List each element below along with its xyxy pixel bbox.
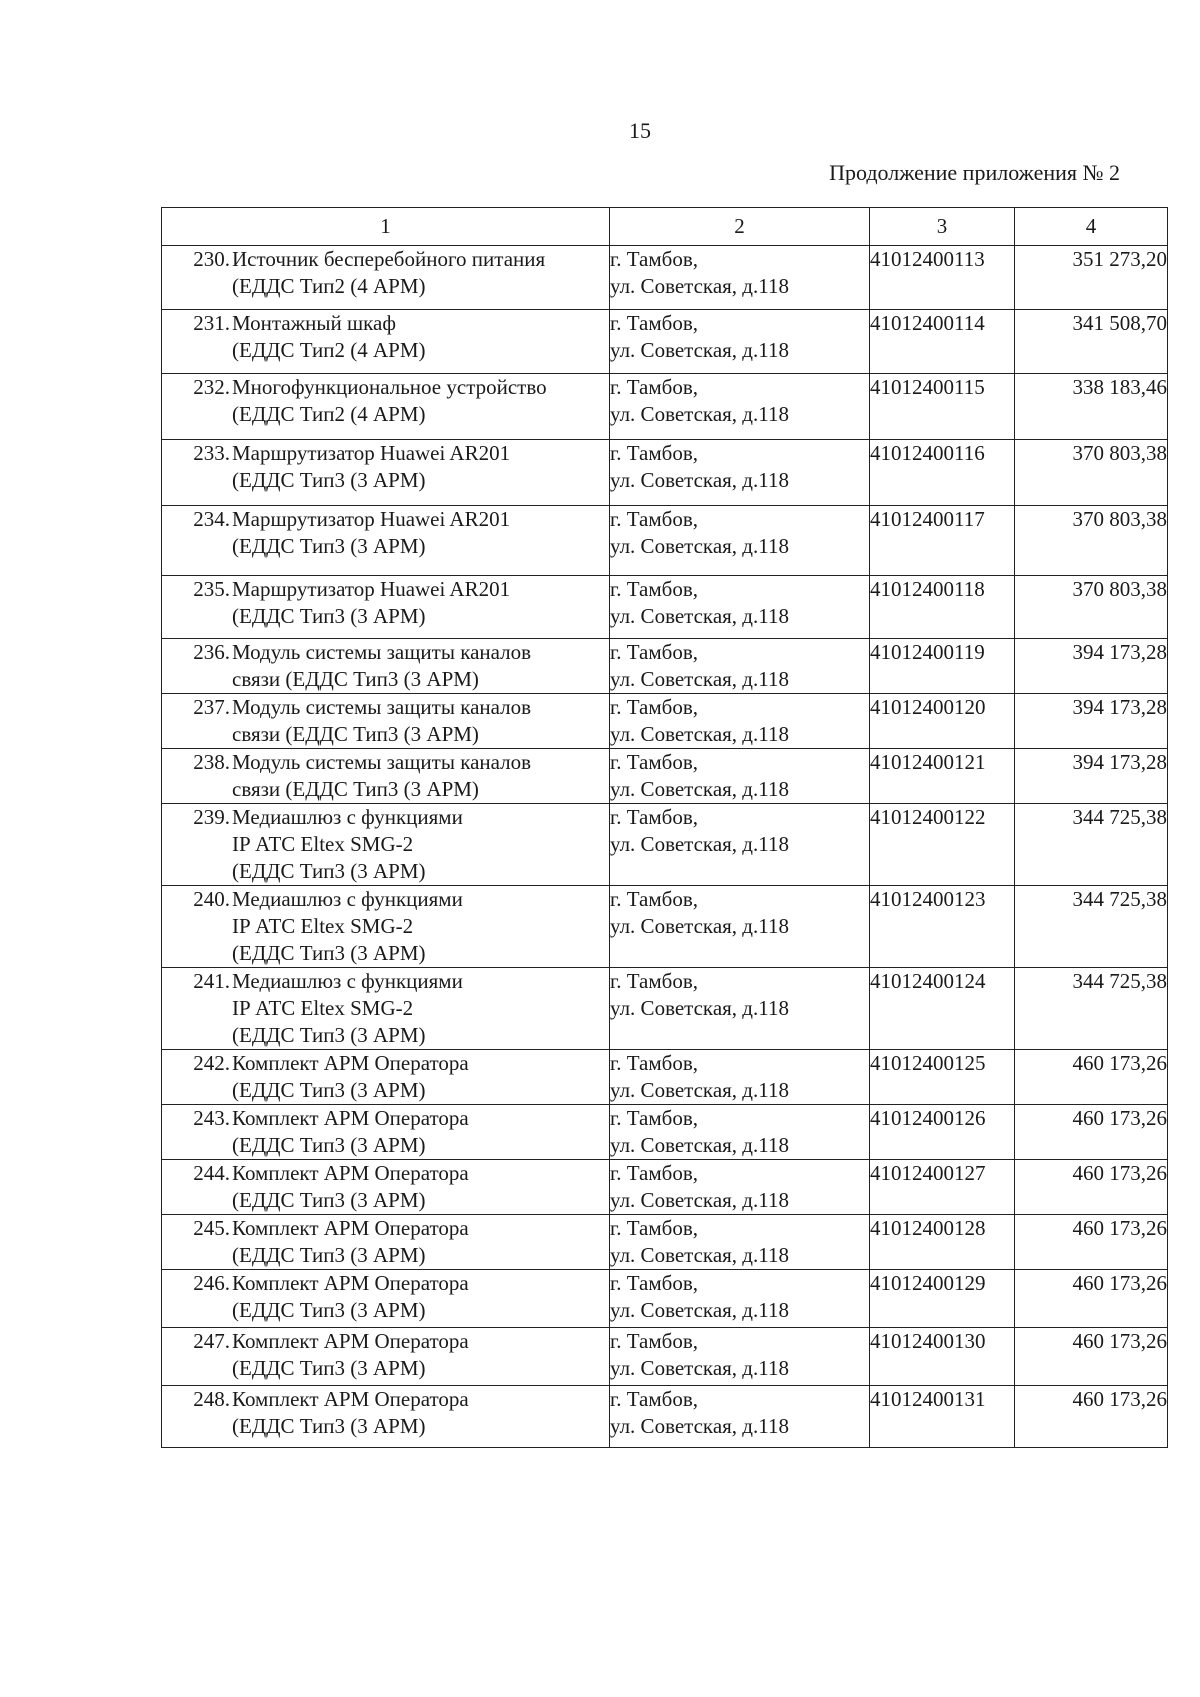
item-name: Монтажный шкаф (ЕДДС Тип2 (4 АРМ): [232, 311, 426, 362]
item-name: Модуль системы защиты каналов связи (ЕДДС Тип3 (3 АРМ): [232, 695, 532, 746]
table-row: [162, 968, 1168, 1050]
item-address: г. Тамбов, ул. Советская, д.118: [610, 310, 870, 374]
table-row: [162, 1160, 1168, 1215]
item-number: 244.: [193, 1161, 230, 1185]
item-entry: [162, 1270, 609, 1324]
item-number: 232.: [193, 375, 230, 399]
item-sum: 370 803,38: [1015, 440, 1168, 506]
item-name: Многофункциональное устройство (ЕДДС Тип2 (4 АРМ): [232, 375, 547, 426]
item-inventory-number: 41012400121: [870, 749, 1015, 804]
table-body: [162, 246, 1168, 1448]
item-name: Маршрутизатор Huawei AR201 (ЕДДС Тип3 (3 АРМ): [232, 507, 511, 558]
item-address: г. Тамбов, ул. Советская, д.118: [610, 1050, 870, 1105]
table-row: [162, 440, 1168, 506]
item-sum: 338 183,46: [1015, 374, 1168, 440]
item-address: г. Тамбов, ул. Советская, д.118: [610, 694, 870, 749]
item-name-cell: [162, 310, 610, 374]
item-name: Модуль системы защиты каналов связи (ЕДДС Тип3 (3 АРМ): [232, 750, 532, 801]
item-address: г. Тамбов, ул. Советская, д.118: [610, 968, 870, 1050]
item-number: 242.: [193, 1051, 230, 1075]
item-entry: [162, 1050, 609, 1104]
item-inventory-number: 41012400130: [870, 1328, 1015, 1386]
item-name: Маршрутизатор Huawei AR201 (ЕДДС Тип3 (3 АРМ): [232, 577, 511, 628]
item-inventory-number: 41012400115: [870, 374, 1015, 440]
table-row: [162, 639, 1168, 694]
table-row: [162, 1050, 1168, 1105]
item-inventory-number: 41012400114: [870, 310, 1015, 374]
table-row: [162, 576, 1168, 639]
item-entry: [162, 694, 609, 748]
table-row: [162, 804, 1168, 886]
item-name-cell: [162, 374, 610, 440]
item-sum: 344 725,38: [1015, 886, 1168, 968]
item-name-cell: [162, 1215, 610, 1270]
item-address: г. Тамбов, ул. Советская, д.118: [610, 1270, 870, 1328]
item-address: г. Тамбов, ул. Советская, д.118: [610, 749, 870, 804]
item-inventory-number: 41012400124: [870, 968, 1015, 1050]
item-number: 233.: [193, 441, 230, 465]
item-name: Комплект АРМ Оператора (ЕДДС Тип3 (3 АРМ): [232, 1051, 469, 1102]
item-name-cell: [162, 804, 610, 886]
item-name-cell: [162, 694, 610, 749]
item-sum: 460 173,26: [1015, 1386, 1168, 1448]
item-entry: [162, 440, 609, 494]
item-address: г. Тамбов, ул. Советская, д.118: [610, 506, 870, 576]
table-header-row: [162, 208, 1168, 246]
item-name: Комплект АРМ Оператора (ЕДДС Тип3 (3 АРМ): [232, 1161, 469, 1212]
item-name: Медиашлюз с функциями IP АТС Eltex SMG-2 (ЕДДС Тип3 (3 АРМ): [232, 887, 463, 965]
item-entry: [162, 1328, 609, 1382]
item-inventory-number: 41012400127: [870, 1160, 1015, 1215]
item-name: Комплект АРМ Оператора (ЕДДС Тип3 (3 АРМ): [232, 1271, 469, 1322]
item-name-cell: [162, 639, 610, 694]
item-address: г. Тамбов, ул. Советская, д.118: [610, 1386, 870, 1448]
item-sum: 460 173,26: [1015, 1328, 1168, 1386]
table-row: [162, 1270, 1168, 1328]
item-name-cell: [162, 1328, 610, 1386]
item-number: 246.: [193, 1271, 230, 1295]
item-entry: [162, 576, 609, 630]
item-entry: [162, 1160, 609, 1214]
item-sum: 460 173,26: [1015, 1270, 1168, 1328]
item-address: г. Тамбов, ул. Советская, д.118: [610, 804, 870, 886]
item-sum: 351 273,20: [1015, 246, 1168, 310]
table-row: [162, 1386, 1168, 1448]
item-sum: 460 173,26: [1015, 1105, 1168, 1160]
item-entry: [162, 1105, 609, 1159]
item-name: Модуль системы защиты каналов связи (ЕДДС Тип3 (3 АРМ): [232, 640, 532, 691]
item-address: г. Тамбов, ул. Советская, д.118: [610, 246, 870, 310]
column-header-1: 1: [162, 208, 610, 246]
column-header-2: 2: [610, 208, 870, 246]
item-inventory-number: 41012400131: [870, 1386, 1015, 1448]
item-sum: 394 173,28: [1015, 749, 1168, 804]
item-inventory-number: 41012400116: [870, 440, 1015, 506]
item-sum: 370 803,38: [1015, 576, 1168, 639]
item-number: 234.: [193, 507, 230, 531]
item-name: Комплект АРМ Оператора (ЕДДС Тип3 (3 АРМ): [232, 1106, 469, 1157]
table-row: [162, 1328, 1168, 1386]
item-number: 247.: [193, 1329, 230, 1353]
item-inventory-number: 41012400120: [870, 694, 1015, 749]
table-row: [162, 310, 1168, 374]
table-row: [162, 749, 1168, 804]
table-row: [162, 886, 1168, 968]
item-sum: 394 173,28: [1015, 639, 1168, 694]
item-entry: [162, 374, 609, 428]
item-name-cell: [162, 1386, 610, 1448]
item-entry: [162, 310, 609, 364]
item-entry: [162, 749, 609, 803]
item-number: 235.: [193, 577, 230, 601]
item-name: Комплект АРМ Оператора (ЕДДС Тип3 (3 АРМ): [232, 1216, 469, 1267]
item-entry: [162, 804, 609, 885]
column-header-3: 3: [870, 208, 1015, 246]
page-number: 15: [629, 118, 651, 143]
inventory-table: [161, 207, 1168, 1448]
item-number: 236.: [193, 640, 230, 664]
appendix-continuation-label: Продолжение приложения № 2: [829, 160, 1120, 185]
item-name-cell: [162, 440, 610, 506]
item-entry: [162, 1386, 609, 1440]
item-inventory-number: 41012400122: [870, 804, 1015, 886]
item-number: 243.: [193, 1106, 230, 1130]
item-entry: [162, 506, 609, 560]
item-inventory-number: 41012400125: [870, 1050, 1015, 1105]
item-entry: [162, 968, 609, 1049]
table-row: [162, 694, 1168, 749]
item-number: 239.: [193, 805, 230, 829]
table-header: [162, 208, 1168, 246]
item-name: Комплект АРМ Оператора (ЕДДС Тип3 (3 АРМ): [232, 1387, 469, 1438]
item-name-cell: [162, 968, 610, 1050]
item-inventory-number: 41012400129: [870, 1270, 1015, 1328]
item-inventory-number: 41012400123: [870, 886, 1015, 968]
table-row: [162, 1215, 1168, 1270]
item-sum: 344 725,38: [1015, 968, 1168, 1050]
item-address: г. Тамбов, ул. Советская, д.118: [610, 440, 870, 506]
item-address: г. Тамбов, ул. Советская, д.118: [610, 374, 870, 440]
item-number: 237.: [193, 695, 230, 719]
item-number: 231.: [193, 311, 230, 335]
item-name: Комплект АРМ Оператора (ЕДДС Тип3 (3 АРМ): [232, 1329, 469, 1380]
item-name-cell: [162, 1160, 610, 1215]
item-name: Медиашлюз с функциями IP АТС Eltex SMG-2 (ЕДДС Тип3 (3 АРМ): [232, 969, 463, 1047]
item-sum: 394 173,28: [1015, 694, 1168, 749]
item-number: 241.: [193, 969, 230, 993]
item-number: 240.: [193, 887, 230, 911]
item-entry: [162, 886, 609, 967]
item-number: 245.: [193, 1216, 230, 1240]
table-row: [162, 506, 1168, 576]
item-entry: [162, 1215, 609, 1269]
item-sum: 341 508,70: [1015, 310, 1168, 374]
item-name: Медиашлюз с функциями IP АТС Eltex SMG-2 (ЕДДС Тип3 (3 АРМ): [232, 805, 463, 883]
item-address: г. Тамбов, ул. Советская, д.118: [610, 1105, 870, 1160]
table-row: [162, 374, 1168, 440]
item-address: г. Тамбов, ул. Советская, д.118: [610, 1328, 870, 1386]
item-sum: 460 173,26: [1015, 1050, 1168, 1105]
table-row: [162, 1105, 1168, 1160]
item-sum: 460 173,26: [1015, 1215, 1168, 1270]
item-entry: [162, 639, 609, 693]
item-address: г. Тамбов, ул. Советская, д.118: [610, 1215, 870, 1270]
item-name: Маршрутизатор Huawei AR201 (ЕДДС Тип3 (3 АРМ): [232, 441, 511, 492]
item-address: г. Тамбов, ул. Советская, д.118: [610, 639, 870, 694]
item-inventory-number: 41012400126: [870, 1105, 1015, 1160]
item-inventory-number: 41012400119: [870, 639, 1015, 694]
item-address: г. Тамбов, ул. Советская, д.118: [610, 576, 870, 639]
item-sum: 344 725,38: [1015, 804, 1168, 886]
item-inventory-number: 41012400118: [870, 576, 1015, 639]
item-number: 238.: [193, 750, 230, 774]
item-sum: 370 803,38: [1015, 506, 1168, 576]
item-inventory-number: 41012400128: [870, 1215, 1015, 1270]
item-name-cell: [162, 246, 610, 310]
item-name-cell: [162, 576, 610, 639]
item-name-cell: [162, 1050, 610, 1105]
item-name-cell: [162, 749, 610, 804]
item-address: г. Тамбов, ул. Советская, д.118: [610, 1160, 870, 1215]
item-entry: [162, 246, 609, 300]
item-name: Источник бесперебойного питания (ЕДДС Тип2 (4 АРМ): [232, 247, 546, 298]
item-name-cell: [162, 886, 610, 968]
item-name-cell: [162, 1270, 610, 1328]
item-inventory-number: 41012400117: [870, 506, 1015, 576]
table-row: [162, 246, 1168, 310]
column-header-4: 4: [1015, 208, 1168, 246]
item-inventory-number: 41012400113: [870, 246, 1015, 310]
item-number: 230.: [193, 247, 230, 271]
item-address: г. Тамбов, ул. Советская, д.118: [610, 886, 870, 968]
item-name-cell: [162, 506, 610, 576]
item-number: 248.: [193, 1387, 230, 1411]
item-sum: 460 173,26: [1015, 1160, 1168, 1215]
item-name-cell: [162, 1105, 610, 1160]
